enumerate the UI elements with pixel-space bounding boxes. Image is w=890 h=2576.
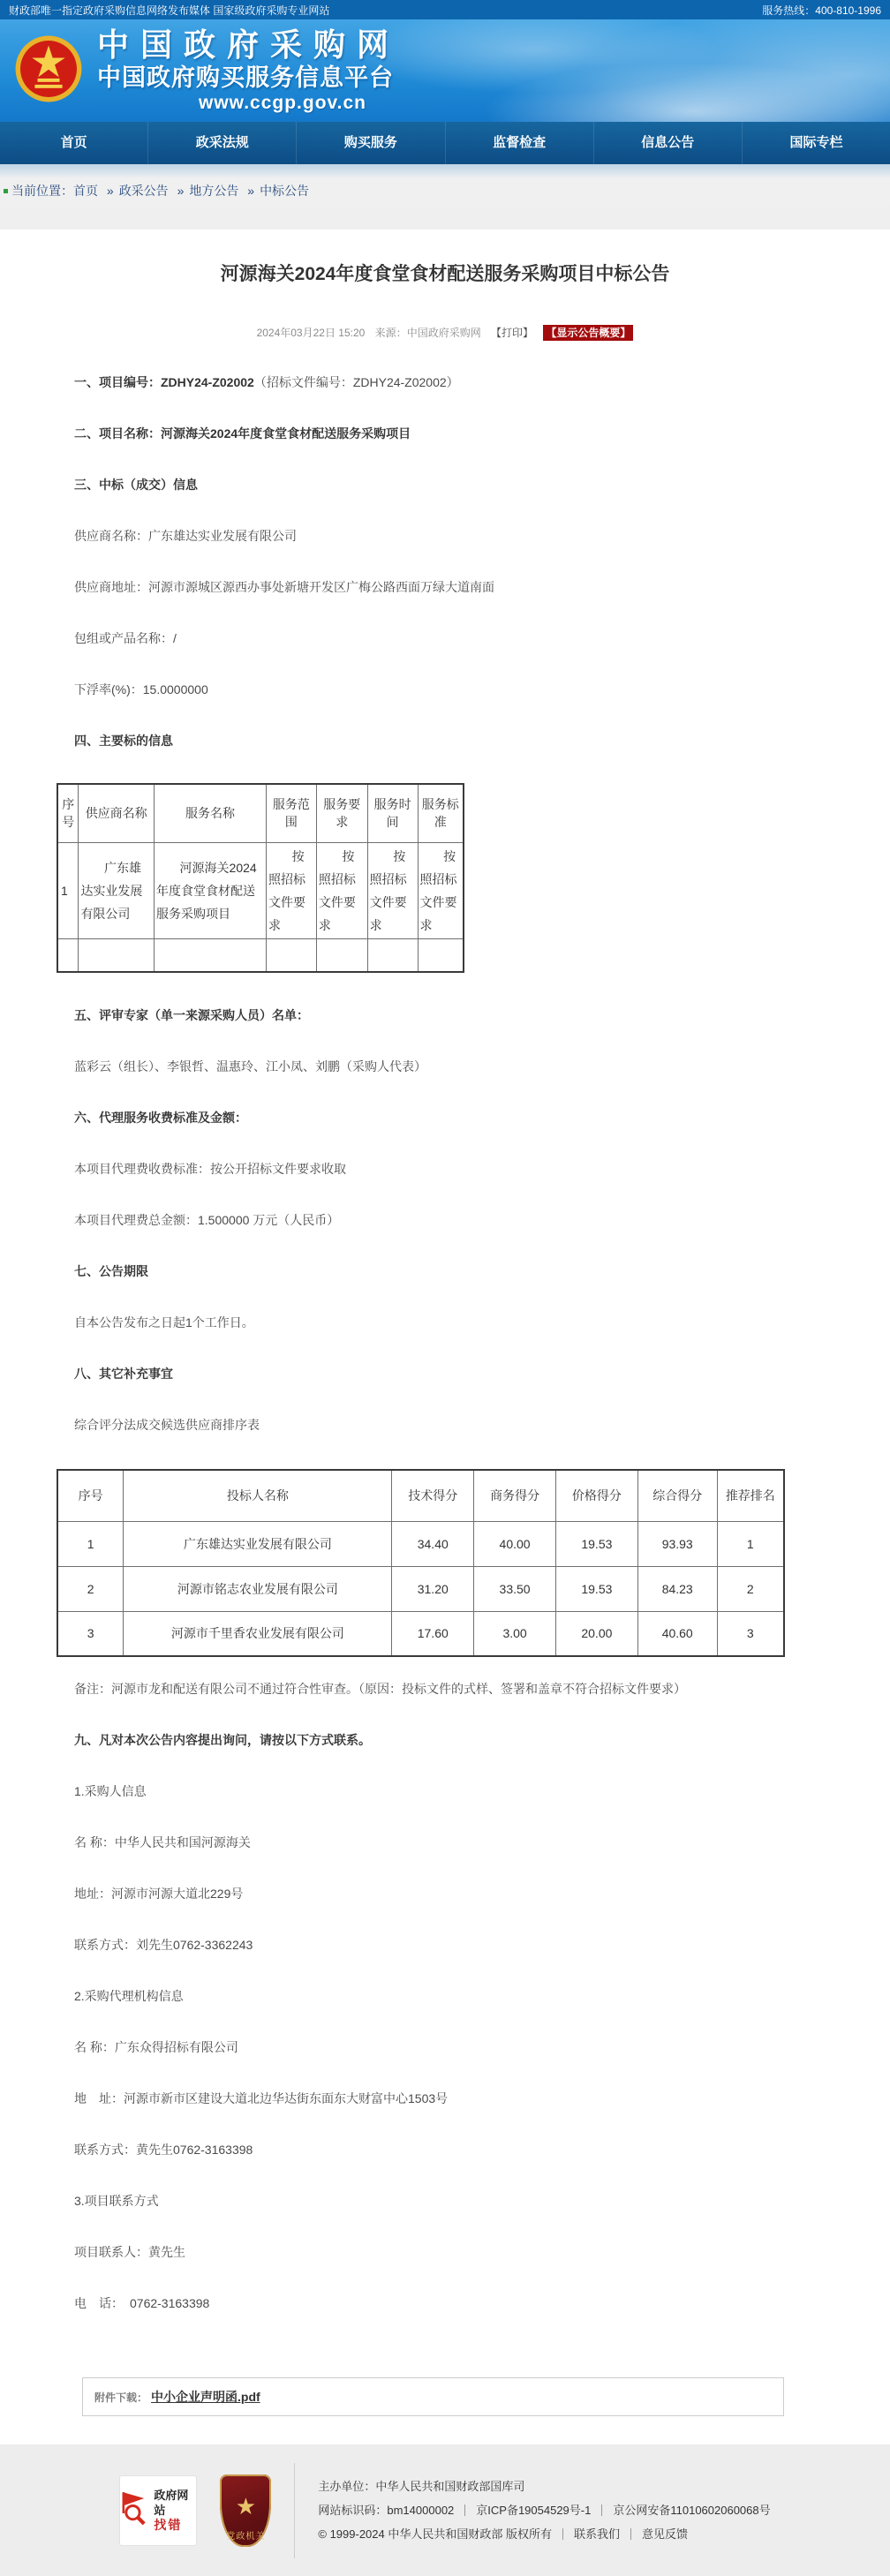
breadcrumb-label: 当前位置： <box>11 184 73 198</box>
table-row <box>57 1521 784 1566</box>
table-cell: 3 <box>57 1611 124 1656</box>
site-error-report-badge[interactable] <box>119 2475 197 2546</box>
table-cell: 按照招标文件要求 <box>316 842 367 938</box>
breadcrumb-separator: » <box>106 184 114 198</box>
nav-item-home[interactable]: 首页 <box>0 122 148 164</box>
table-header: 序号 <box>57 784 79 842</box>
supplier-address: 供应商地址：河源市源城区源西办事处新塘开发区广梅公路西面万绿大道南面 <box>74 580 494 594</box>
agency-contact: 联系方式：黄先生0762-3163398 <box>74 2143 253 2157</box>
show-summary-button[interactable]: 【显示公告概要】 <box>543 325 633 341</box>
table-row <box>57 1566 784 1611</box>
announcement-period-text: 自本公告发布之日起1个工作日。 <box>74 1315 254 1329</box>
project-contact-phone: 电 话： 0762-3163398 <box>74 2296 210 2310</box>
source-name: 中国政府采购网 <box>406 327 481 339</box>
page-footer <box>0 2444 890 2576</box>
top-strip <box>0 0 890 19</box>
breadcrumb-current[interactable]: 中标公告 <box>260 184 310 198</box>
breadcrumb <box>0 164 890 230</box>
footer-security: 京公网安备11010602060068号 <box>613 2504 771 2517</box>
agency-address: 地 址：河源市新市区建设大道北边华达街东面东大财富中心1503号 <box>74 2091 449 2105</box>
party-emblem-icon: ★ <box>235 2492 257 2520</box>
table-header: 序号 <box>57 1470 124 1521</box>
source-label: 来源： <box>374 327 407 339</box>
topbar-hotline: 服务热线：400-810-1996 <box>762 4 881 17</box>
nav-item-purchase-service[interactable]: 购买服务 <box>297 122 445 164</box>
table-header: 服务范围 <box>266 784 316 842</box>
discount-rate: 下浮率(%)：15.0000000 <box>74 682 208 697</box>
breadcrumb-category[interactable]: 政采公告 <box>118 184 169 198</box>
table-header: 商务得分 <box>474 1470 556 1521</box>
ranking-table-caption: 综合评分法成交候选供应商排序表 <box>74 1418 260 1432</box>
nav-item-supervision[interactable]: 监督检查 <box>446 122 594 164</box>
party-government-badge[interactable] <box>220 2474 271 2547</box>
table-header-row <box>57 784 464 842</box>
table-cell: 河源市铭志农业发展有限公司 <box>124 1566 392 1611</box>
purchaser-address: 地址：河源市河源大道北229号 <box>74 1887 244 1901</box>
main-subject-table <box>57 783 464 973</box>
project-contact-person: 项目联系人：黄先生 <box>74 2245 185 2259</box>
remark: 备注：河源市龙和配送有限公司不通过符合性审查。（原因：投标文件的式样、签署和盖章不符合招标文件要求） <box>74 1682 686 1696</box>
table-header-row <box>57 1470 784 1521</box>
table-cell: 93.93 <box>637 1521 717 1566</box>
table-cell: 19.53 <box>555 1566 637 1611</box>
topbar-slogan: 财政部唯一指定政府采购信息网络发布媒体 国家级政府采购专业网站 <box>9 4 330 17</box>
section-agency-fee: 六、代理服务收费标准及金额： <box>74 1111 247 1125</box>
breadcrumb-subcategory[interactable]: 地方公告 <box>189 184 239 198</box>
print-button[interactable]: 【打印】 <box>491 327 534 339</box>
announcement-content <box>57 230 833 2444</box>
table-cell: 34.40 <box>392 1521 474 1566</box>
purchaser-name: 名 称：中华人民共和国河源海关 <box>74 1835 251 1849</box>
table-cell: 河源海关2024年度食堂食材配送服务采购项目 <box>154 842 266 938</box>
table-cell: 2 <box>57 1566 124 1611</box>
site-subtitle: 中国政府购买服务信息平台 <box>97 64 394 91</box>
table-row <box>57 842 464 938</box>
footer-registration-line <box>318 2498 770 2522</box>
agency-name: 名 称：广东众得招标有限公司 <box>74 2040 238 2054</box>
site-url: www.ccgp.gov.cn <box>198 93 367 113</box>
section-main-subject: 四、主要标的信息 <box>74 734 173 748</box>
footer-icp: 京ICP备19054529号-1 <box>476 2504 592 2517</box>
agency-fee-standard: 本项目代理费收费标准：按公开招标文件要求收取 <box>74 1162 346 1176</box>
purchaser-info-heading: 1.采购人信息 <box>74 1784 147 1798</box>
magnifier-flag-icon <box>120 2489 150 2531</box>
footer-copyright-line <box>318 2522 770 2546</box>
experts-list: 蓝彩云（组长）、李银哲、温惠玲、江小凤、刘鹏（采购人代表） <box>74 1059 426 1073</box>
breadcrumb-bullet-icon <box>4 189 8 193</box>
table-cell: 20.00 <box>555 1611 637 1656</box>
article-meta <box>57 325 833 340</box>
table-cell: 按照招标文件要求 <box>418 842 464 938</box>
supplier-name: 供应商名称：广东雄达实业发展有限公司 <box>74 529 297 543</box>
table-cell: 1 <box>57 842 79 938</box>
table-cell: 广东雄达实业发展有限公司 <box>79 842 155 938</box>
table-header: 服务时间 <box>367 784 418 842</box>
table-cell: 1 <box>717 1521 784 1566</box>
table-cell: 19.53 <box>555 1521 637 1566</box>
section-award-info: 三、中标（成交）信息 <box>74 478 198 492</box>
attachment-link[interactable]: 中小企业声明函.pdf <box>151 2390 260 2404</box>
nav-item-announcements[interactable]: 信息公告 <box>594 122 743 164</box>
site-name: 中国政府采购网 <box>97 26 401 63</box>
table-cell: 按照招标文件要求 <box>266 842 316 938</box>
breadcrumb-separator: » <box>177 184 185 198</box>
table-cell: 广东雄达实业发展有限公司 <box>124 1521 392 1566</box>
national-emblem-icon <box>14 34 83 108</box>
table-header: 供应商名称 <box>79 784 155 842</box>
footer-divider <box>294 2463 295 2558</box>
table-cell: 17.60 <box>392 1611 474 1656</box>
table-header: 推荐排名 <box>717 1470 784 1521</box>
table-header: 服务标准 <box>418 784 464 842</box>
main-nav <box>0 122 890 164</box>
footer-site-code: 网站标识码：bm14000002 <box>318 2504 455 2517</box>
nav-item-regulations[interactable]: 政采法规 <box>148 122 297 164</box>
publish-datetime: 2024年03月22日 15:20 <box>256 327 366 339</box>
agency-fee-total: 本项目代理费总金额：1.500000 万元（人民币） <box>74 1213 340 1227</box>
table-cell: 40.60 <box>637 1611 717 1656</box>
section-contact: 九、凡对本次公告内容提出询问，请按以下方式联系。 <box>74 1733 371 1747</box>
agency-info-heading: 2.采购代理机构信息 <box>74 1989 184 2003</box>
project-contact-heading: 3.项目联系方式 <box>74 2194 159 2208</box>
attachment-box <box>82 2377 784 2416</box>
breadcrumb-home[interactable]: 首页 <box>73 184 98 198</box>
supplier-ranking-table <box>57 1469 785 1657</box>
footer-feedback-link[interactable]: 意见反馈 <box>641 2527 688 2541</box>
page-title: 河源海关2024年度食堂食材配送服务采购项目中标公告 <box>220 264 670 284</box>
attachment-label: 附件下载： <box>94 2391 148 2404</box>
table-header: 价格得分 <box>555 1470 637 1521</box>
footer-copyright: © 1999-2024 中华人民共和国财政部 版权所有 <box>318 2527 552 2541</box>
nav-item-international[interactable]: 国际专栏 <box>789 135 843 150</box>
table-header: 综合得分 <box>637 1470 717 1521</box>
footer-organizer: 主办单位：中华人民共和国财政部国库司 <box>318 2480 525 2493</box>
table-cell: 按照招标文件要求 <box>367 842 418 938</box>
table-cell: 3 <box>717 1611 784 1656</box>
table-cell: 河源市千里香农业发展有限公司 <box>124 1611 392 1656</box>
table-empty-row <box>57 938 464 972</box>
table-cell: 84.23 <box>637 1566 717 1611</box>
section-experts: 五、评审专家（单一来源采购人员）名单： <box>74 1008 309 1022</box>
banner-text <box>97 27 486 114</box>
table-header: 服务要求 <box>316 784 367 842</box>
package-name: 包组或产品名称：/ <box>74 631 177 645</box>
site-banner <box>0 19 890 122</box>
party-badge-label: 党政机关 <box>226 2531 266 2542</box>
footer-info <box>318 2474 770 2546</box>
table-header: 服务名称 <box>154 784 266 842</box>
table-cell: 31.20 <box>392 1566 474 1611</box>
table-cell: 40.00 <box>474 1521 556 1566</box>
table-cell: 1 <box>57 1521 124 1566</box>
site-error-report-text: 政府网站 找错 <box>154 2489 189 2532</box>
footer-contact-us-link[interactable]: 联系我们 <box>573 2527 620 2541</box>
table-header: 投标人名称 <box>124 1470 392 1521</box>
table-cell: 33.50 <box>474 1566 556 1611</box>
breadcrumb-separator: » <box>247 184 255 198</box>
table-cell: 3.00 <box>474 1611 556 1656</box>
section-other-matters: 八、其它补充事宜 <box>74 1367 173 1381</box>
table-cell: 2 <box>717 1566 784 1611</box>
table-header: 技术得分 <box>392 1470 474 1521</box>
section-project-number: 一、项目编号：ZDHY24-Z02002（招标文件编号：ZDHY24-Z02002） <box>74 375 459 389</box>
purchaser-contact: 联系方式：刘先生0762-3362243 <box>74 1938 253 1952</box>
section-project-name: 二、项目名称：河源海关2024年度食堂食材配送服务采购项目 <box>74 426 411 441</box>
section-announcement-period: 七、公告期限 <box>74 1264 148 1278</box>
table-row <box>57 1611 784 1656</box>
